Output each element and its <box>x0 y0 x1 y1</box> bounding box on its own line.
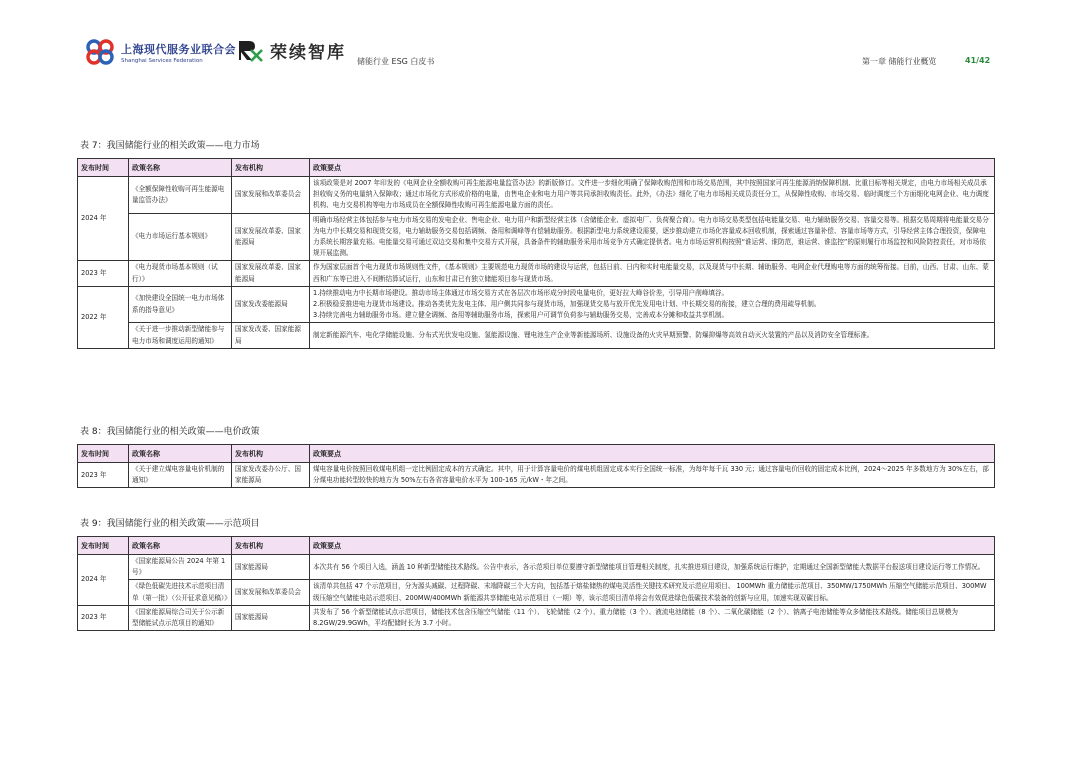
policy-point: 明确市场经营主体包括参与电力市场交易的发电企业、售电企业、电力用户和新型经营主体（含储能企业、虚拟电厂、负荷聚合商）。电力市场交易类型包括电能量交易、电力辅助服务交易、容量交易等。根据交易周期将电能量交易分为电力中长期交易和现货交易，电力辅助服务交易包括调频、备用和调峰等有偿辅助服务。根据新型电力系统建设需要，逐步推动建立市场化容量成本回收机制，探索通过容量补偿、容量市场等方式，引导经营主体合理投资，保障电力系统长期容量充裕。电能量交易可通过双边交易和集中交易方式开展，具备条件的辅助服务采用市场竞争方式确定提供者。电力市场运营机构按照“谁运营、谁防范，谁运营、谁监控”的原则履行市场监控和风险防控责任，对市场依规开展监测。 <box>313 215 989 258</box>
policy-points-cell <box>310 580 995 605</box>
policy-point: 该清单共包括 47 个示范项目，分为源头减碳、过程降碳、末端降碳三个大方向，包括基于熔盐储热的煤电灵活性关键技术研究及示范应用项目、 100MWh 重力储能示范项目、350MW/1750MWh 压缩空气储能示范项目、300MW 级压缩空气储能电站示范项目、200MW/400MWh 新能源共享储能电站示范项目（一期）等，该示范项目清单将会有效促进绿色低碳技术装备的创新与应用，加速实现双碳目标。 <box>313 582 987 602</box>
table-row <box>78 555 995 580</box>
date-cell: 2022 年 <box>78 286 129 348</box>
policy-points-cell <box>310 177 995 214</box>
column-header-name: 政策名称 <box>129 537 232 555</box>
policy-points-cell <box>310 286 995 323</box>
issuer-cell: 国家发展和改革委员会 <box>232 580 310 605</box>
policy-point: 1.持续推动电力中长期市场建设。推动市场主体通过市场交易方式在各层次市场形成分时段电量电价，更好拉大峰谷价差，引导用户削峰填谷。 <box>313 288 729 297</box>
policy-point: 本次共有 56 个项目入选，涵盖 10 种新型储能技术路线。公告中表示，各示范项目单位要遵守新型储能项目管理相关制度，扎实推进项目建设，加强系统运行维护，定期通过全国新型储能大数据平台报送项目建设运行等工作情况。 <box>313 562 985 571</box>
issuer-cell: 国家发改委、国家能源局 <box>232 323 310 348</box>
column-header-date: 发布时间 <box>78 537 129 555</box>
table-row <box>78 580 995 605</box>
org1-logo-text <box>121 41 236 64</box>
policy-point: 制定新能源汽车、电化学储能设施、分布式光伏发电设施、氢能源设施、锂电池生产企业等新能源场所、设施设备的火灾早期预警、防爆抑爆等高效自动灭火装置的产品以及消防安全管理标准。 <box>313 331 874 340</box>
policy-name-cell: 《国家能源局综合司关于公示新型储能试点示范项目的通知》 <box>129 605 232 630</box>
table-row <box>78 286 995 323</box>
header-row <box>78 445 995 463</box>
header-row <box>78 537 995 555</box>
policy-name-cell: 《国家能源局公告 2024 年第 1 号》 <box>129 555 232 580</box>
policy-point: 煤电容量电价按照回收煤电机组一定比例固定成本的方式确定。其中，用于计算容量电价的煤电机组固定成本实行全国统一标准，为每年每千瓦 330 元；通过容量电价回收的固定成本比例，2024～2025 年多数地方为 30%左右，部分煤电功能转型较快的地方为 50%左右各省容量电价水平为 100-165 元/kW・年之间。 <box>313 465 989 485</box>
policy-points-cell <box>310 463 995 488</box>
org2-name: 荣续智库 <box>270 43 346 63</box>
policy-points-cell <box>310 213 995 261</box>
table8-caption: 表 8：我国储能行业的相关政策——电价政策 <box>80 427 260 437</box>
column-header-name: 政策名称 <box>129 445 232 463</box>
table-row <box>78 213 995 261</box>
issuer-cell: 国家发改委能源局 <box>232 286 310 323</box>
policy-name-cell: 《全额保障性收购可再生能源电量监管办法》 <box>129 177 232 214</box>
table9-caption: 表 9：我国储能行业的相关政策——示范项目 <box>80 519 260 529</box>
column-header-date: 发布时间 <box>78 445 129 463</box>
table8-price-policies <box>77 444 995 488</box>
table7-caption: 表 7：我国储能行业的相关政策——电力市场 <box>80 141 260 151</box>
policy-name-cell: 《电力现货市场基本规则（试行）》 <box>129 261 232 286</box>
header-row <box>78 159 995 177</box>
table-row <box>78 177 995 214</box>
issuer-cell: 国家发改委办公厅、国家能源局 <box>232 463 310 488</box>
column-header-org: 发布机构 <box>232 159 310 177</box>
column-header-org: 发布机构 <box>232 537 310 555</box>
table-row <box>78 605 995 630</box>
issuer-cell: 国家发展改革委、国家能源局 <box>232 261 310 286</box>
table-row <box>78 261 995 286</box>
column-header-points: 政策要点 <box>310 159 995 177</box>
policy-point: 该项政策是对 2007 年印发的《电网企业全额收购可再生能源电量监管办法》的新版修订。文件进一步细化明确了保障收购范围和市场交易范围，其中按照国家可再生能源消纳保障机制、比重目标等相关规定，由电力市场相关成员承担收购义务的电量纳入保障收；通过市场化方式形成价格的电量，由售电企业和电力用户等共同承担收购责任。此外，《办法》细化了电力市场相关成员责任分工，从保障性收购、市场交易、临时调度三个方面细化电网企业、电力调度机构、电力交易机构等电力市场成员在全额保障性收购可再生能源电量方面的责任。 <box>313 179 989 210</box>
policy-points-cell <box>310 261 995 286</box>
policy-name-cell: 《电力市场运行基本规则》 <box>129 213 232 261</box>
page-header <box>0 0 1080 80</box>
date-cell: 2024 年 <box>78 555 129 606</box>
column-header-date: 发布时间 <box>78 159 129 177</box>
org1-name-en: Shanghai Services Federation <box>121 58 203 64</box>
page-number: 41/42 <box>965 56 991 65</box>
date-cell: 2023 年 <box>78 261 129 286</box>
policy-name-cell: 《绿色低碳先进技术示范项目清单（第一批）（公开征求意见稿）》 <box>129 580 232 605</box>
column-header-points: 政策要点 <box>310 445 995 463</box>
policy-name-cell: 《关于进一步推动新型储能参与电力市场和调度运用的通知》 <box>129 323 232 348</box>
policy-point: 2.积极稳妥推进电力现货市场建设。推动各类优先发电主体、用户侧共同参与现货市场，加强现货交易与放开优先发用电计划、中长期交易的衔接，建立合理的费用疏导机制。 <box>313 300 821 309</box>
policy-name-cell: 《加快建设全国统一电力市场体系的指导意见》 <box>129 286 232 323</box>
policy-points-cell <box>310 605 995 630</box>
column-header-points: 政策要点 <box>310 537 995 555</box>
rx-logo-icon <box>237 38 263 62</box>
policy-points-cell <box>310 555 995 580</box>
policy-name-cell: 《关于建立煤电容量电价机制的通知》 <box>129 463 232 488</box>
policy-point: 3.持续完善电力辅助服务市场。建立健全调频、备用等辅助服务市场，探索用户可调节负荷参与辅助服务交易，完善成本分摊和收益共享机制。 <box>313 311 729 320</box>
table-row <box>78 323 995 348</box>
document-title: 储能行业 ESG 白皮书 <box>357 57 435 66</box>
date-cell: 2023 年 <box>78 463 129 488</box>
issuer-cell: 国家发展和改革委员会 <box>232 177 310 214</box>
issuer-cell: 国家能源局 <box>232 605 310 630</box>
chapter-title: 第一章 储能行业概览 <box>862 57 937 66</box>
policy-points-cell <box>310 323 995 348</box>
date-cell: 2023 年 <box>78 605 129 630</box>
table9-demo-projects <box>77 536 995 631</box>
date-cell: 2024 年 <box>78 177 129 261</box>
issuer-cell: 国家发展改革委、国家能源局 <box>232 213 310 261</box>
policy-point: 共发布了 56 个新型储能试点示范项目，储能技术包含压缩空气储能（11 个）、飞轮储能（2 个）、重力储能（3 个）、液流电池储能（8 个）、二氧化碳储能（2 个）、钠离子电池储能等众多储能技术路线。储能项目总规模为 8.2GW/29.9GWh，平均配储时长为 3.7 小时。 <box>313 607 958 628</box>
table-row <box>78 463 995 488</box>
table7-market-policies <box>77 158 995 349</box>
org1-name: 上海现代服务业联合会 <box>121 43 236 56</box>
issuer-cell: 国家能源局 <box>232 555 310 580</box>
column-header-org: 发布机构 <box>232 445 310 463</box>
column-header-name: 政策名称 <box>129 159 232 177</box>
policy-point: 作为国家层面首个电力现货市场规则性文件，《基本规则》主要规范电力现货市场的建设与运营，包括日前、日内和实时电能量交易，以及现货与中长期、辅助服务、电网企业代理购电等方面的统筹衔接。目前，山西、甘肃、山东、蒙西和广东等已进入不间断结算试运行，山东和甘肃已有独立储能项目参与现货市场。 <box>313 263 989 283</box>
ssf-logo-icon <box>85 38 115 66</box>
